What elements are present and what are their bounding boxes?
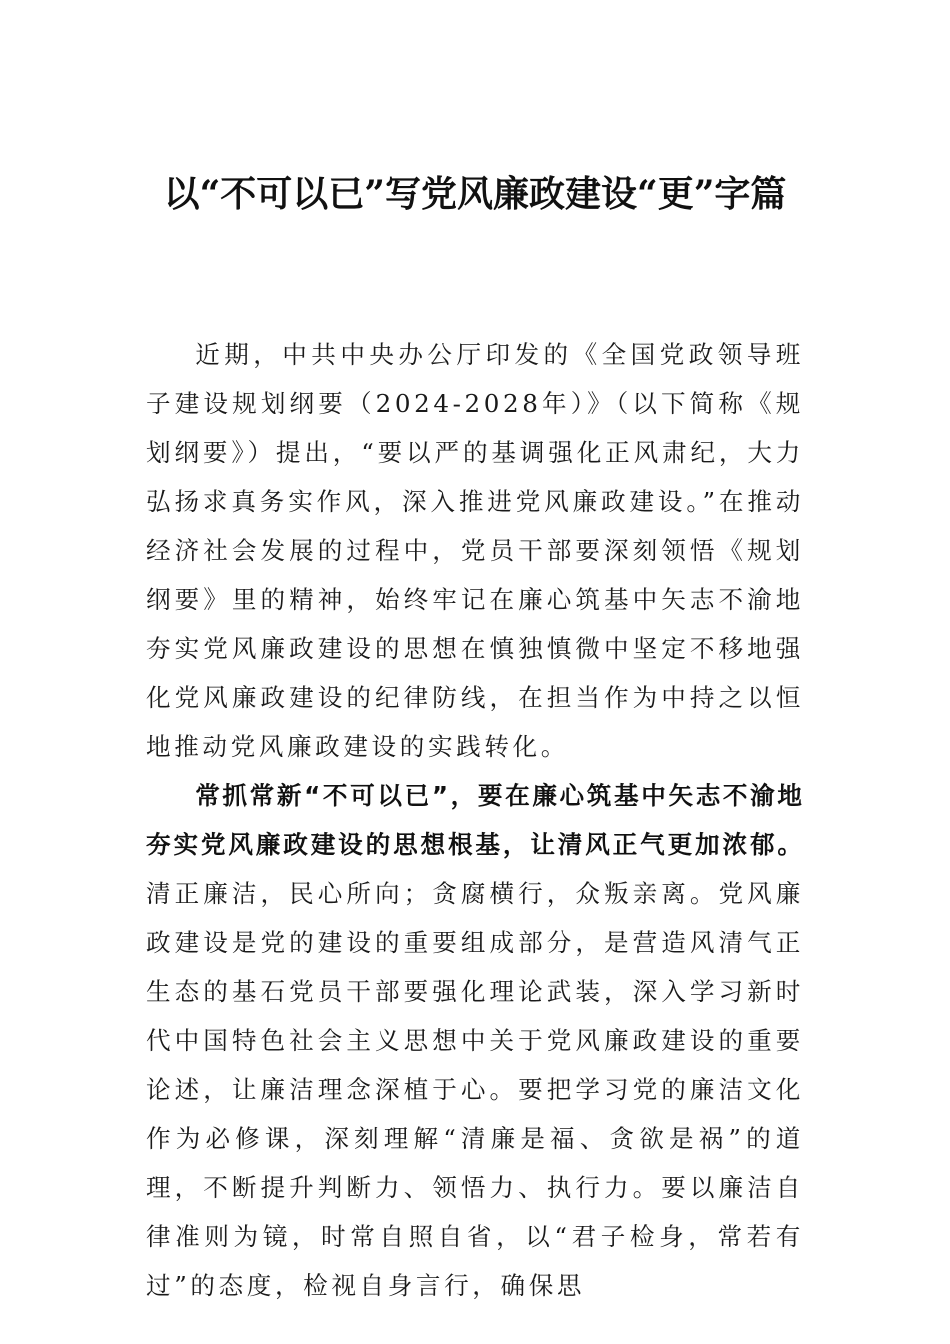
paragraph-section-one xyxy=(146,771,804,1310)
paragraph-intro-text: 近期，中共中央办公厅印发的《全国党政领导班子建设规划纲要（2024-2028年）》（以下简称《规划纲要》）提出，“要以严的基调强化正风肃纪，大力弘扬求真务实作风，深入推进党风廉政建设。”在推动经济社会发展的过程中，党员干部要深刻领悟《规划纲要》里的精神，始终牢记在廉心筑基中矢志不渝地夯实党风廉政建设的思想在慎独慎微中坚定不移地强化党风廉政建设的纪律防线，在担当作为中持之以恒地推动党风廉政建设的实践转化。 xyxy=(146,340,804,761)
paragraph-intro xyxy=(146,330,804,771)
document-body xyxy=(146,330,804,1310)
section-one-text: 清正廉洁，民心所向；贪腐横行，众叛亲离。党风廉政建设是党的建设的重要组成部分，是营造风清气正生态的基石党员干部要强化理论武装，深入学习新时代中国特色社会主义思想中关于党风廉政建设的重要论述，让廉洁理念深植于心。要把学习党的廉洁文化作为必修课，深刻理解“清廉是福、贪欲是祸”的道理，不断提升判断力、领悟力、执行力。要以廉洁自律准则为镜，时常自照自省，以“君子检身，常若有过”的态度，检视自身言行，确保思 xyxy=(146,879,804,1300)
section-one-heading: 常抓常新“不可以已”，要在廉心筑基中矢志不渝地夯实党风廉政建设的思想根基，让清风正气更加浓郁。 xyxy=(146,781,804,859)
document-title: 以“不可以已”写党风廉政建设“更”字篇 xyxy=(163,173,787,215)
